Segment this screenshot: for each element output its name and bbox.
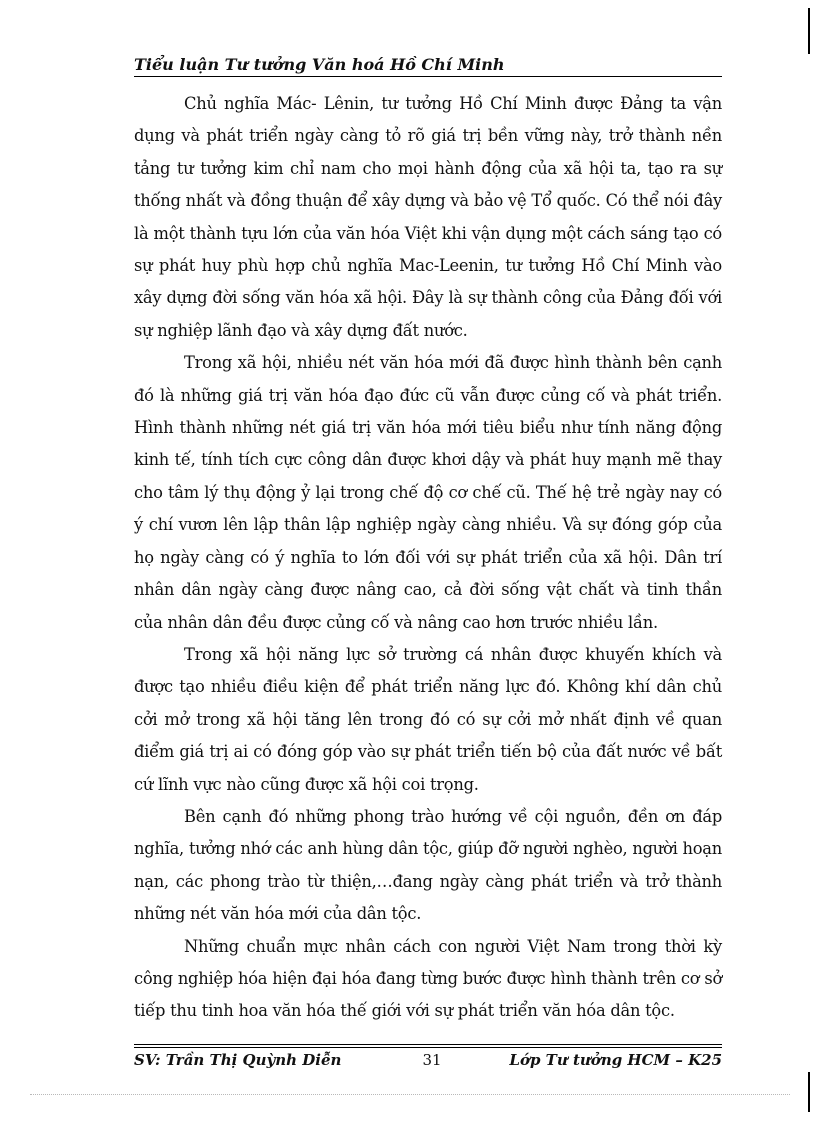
page-edge-mark xyxy=(808,1072,810,1112)
paragraph: Trong xã hội, nhiều nét văn hóa mới đã được hình thành bên cạnh đó là những giá trị văn hóa đạo đức cũ vẫn được củng cố và phát triển. Hình thành những nét giá trị văn hóa mới tiêu biểu như tính năng động kinh tế, tính tích cực công dân được khơi dậy và phát huy mạnh mẽ thay cho tâm lý thụ động ỷ lại trong chế độ cơ chế cũ. Thế hệ trẻ ngày nay có ý chí vươn lên lập thân lập nghiệp ngày càng nhiều. Và sự đóng góp của họ ngày càng có ý nghĩa to lớn đối với sự phát triển của xã hội. Dân trí nhân dân ngày càng được nâng cao, cả đời sống vật chất và tinh thần của nhân dân đều được củng cố và nâng cao hơn trước nhiều lần. xyxy=(134,353,722,632)
footer-student-name: SV: Trần Thị Quỳnh Diễn xyxy=(134,1051,342,1069)
footer-rule-double xyxy=(134,1047,722,1048)
footer-rule xyxy=(134,1044,722,1045)
paragraph: Chủ nghĩa Mác- Lênin, tư tưởng Hồ Chí Minh được Đảng ta vận dụng và phát triển ngày càng tỏ rõ giá trị bền vững này, trở thành nền tảng tư tưởng kim chỉ nam cho mọi hành động của xã hội ta, tạo ra sự thống nhất và đồng thuận để xây dựng và bảo vệ Tổ quốc. Có thể nói đây là một thành tựu lớn của văn hóa Việt khi vận dụng một cách sáng tạo có sự phát huy phù hợp chủ nghĩa Mac-Leenin, tư tưởng Hồ Chí Minh vào xây dựng đời sống văn hóa xã hội. Đây là sự thành công của Đảng đối với sự nghiệp lãnh đạo và xây dựng đất nước. xyxy=(134,94,722,340)
paragraph: Bên cạnh đó những phong trào hướng về cội nguồn, đền ơn đáp nghĩa, tưởng nhớ các anh hùng dân tộc, giúp đỡ người nghèo, người hoạn nạn, các phong trào từ thiện,…đang ngày càng phát triển và trở thành những nét văn hóa mới của dân tộc. xyxy=(134,806,722,924)
page-header-title: Tiểu luận Tư tưởng Văn hoá Hồ Chí Minh xyxy=(134,55,505,74)
footer-class-name: Lớp Tư tưởng HCM – K25 xyxy=(509,1051,722,1069)
paragraph: Trong xã hội năng lực sở trường cá nhân được khuyến khích và được tạo nhiều điều kiện để phát triển năng lực đó. Không khí dân chủ cởi mở trong xã hội tăng lên trong đó có sự cởi mở nhất định về quan điểm giá trị ai có đóng góp vào sự phát triển tiến bộ của đất nước về bất cứ lĩnh vực nào cũng được xã hội coi trọng. xyxy=(134,644,722,794)
paragraph: Những chuẩn mực nhân cách con người Việt Nam trong thời kỳ công nghiệp hóa hiện đại hóa đang từng bước được hình thành trên cơ sở tiếp thu tinh hoa văn hóa thế giới với sự phát triển văn hóa dân tộc. xyxy=(134,936,722,1021)
document-body xyxy=(134,88,722,1028)
page-bottom-dotted-line xyxy=(30,1094,790,1095)
page-edge-mark xyxy=(808,8,810,54)
footer-page-number: 31 xyxy=(422,1051,442,1069)
header-rule xyxy=(134,76,722,77)
